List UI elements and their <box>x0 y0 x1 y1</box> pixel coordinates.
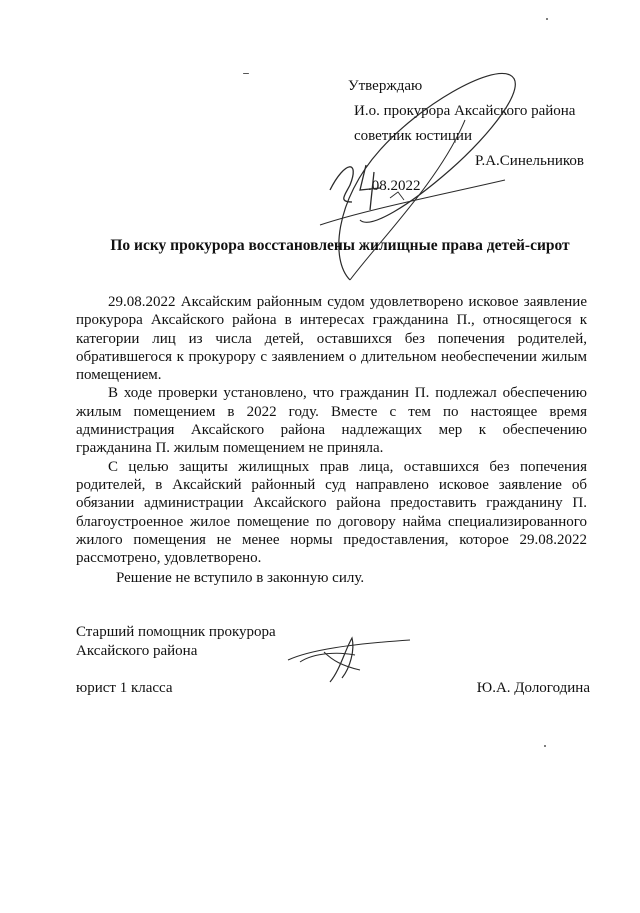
signer-class: юрист 1 класса <box>76 680 173 696</box>
approval-position: И.о. прокурора Аксайского района <box>354 103 576 119</box>
scan-speck <box>546 18 548 20</box>
document-heading: По иску прокурора восстановлены жилищные права детей-сирот <box>110 237 570 254</box>
signer-name: Ю.А. Дологодина <box>476 680 590 696</box>
signer-signature <box>280 630 420 690</box>
approval-date: .08.2022 <box>368 178 421 194</box>
paragraph: 29.08.2022 Аксайским районным судом удовлетворено исковое заявление прокурора Аксайского района в интересах гражданина П., относящегося к категории лиц из числа детей, оставшихся без попечения родителей, обратившегося к прокурору с заявлением о длительном необеспечении жилым помещением. <box>76 294 587 384</box>
approval-signature <box>290 60 550 300</box>
approval-name: Р.А.Синельников <box>474 153 584 169</box>
paragraph: В ходе проверки установлено, что гражданин П. подлежал обеспечению жилым помещением в 2022 году. Вместе с тем по настоящее время администрация Аксайского района надлежащих мер к обеспечению гражданина П. жилым помещением не приняла. <box>76 385 587 457</box>
scan-speck <box>544 745 546 747</box>
signer-position-line2: Аксайского района <box>76 643 198 659</box>
signer-position <box>76 623 276 661</box>
paragraph: С целью защиты жилищных прав лица, оставшихся без попечения родителей, в Аксайский районный суд направлено исковое заявление об обязании администрации Аксайского района предоставить гражданину П. благоустроенное жилое помещение по договору найма специализированного жилого помещения не менее нормы предоставления, которое 29.08.2022 рассмотрено, удовлетворено. <box>76 458 587 567</box>
approval-title: Утверждаю <box>348 78 423 94</box>
paragraph: Решение не вступило в законную силу. <box>116 570 365 587</box>
signer-position-line1: Старший помощник прокурора <box>76 624 276 640</box>
approval-rank: советник юстиции <box>354 128 472 144</box>
document-body <box>76 293 587 588</box>
scan-speck <box>243 73 249 74</box>
